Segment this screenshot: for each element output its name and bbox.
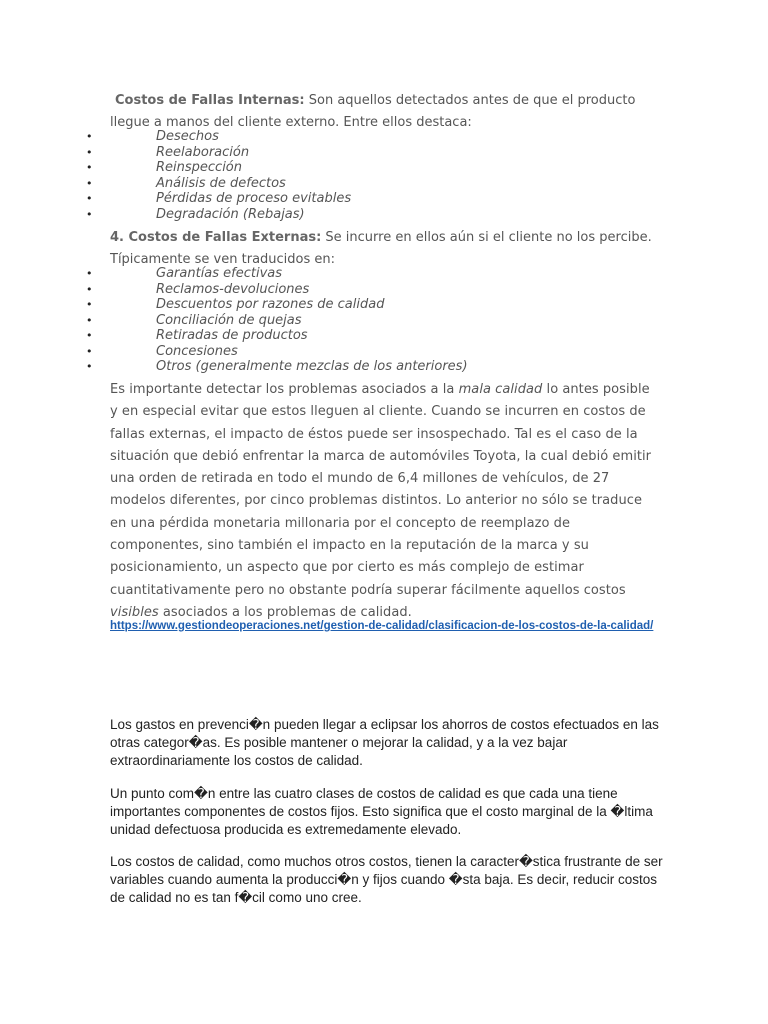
external-failures-list — [0, 266, 520, 375]
variable-costs-paragraph: Los costos de calidad, como muchos otros costos, tienen la caracter�stica frustrante de ser variables cuando aumenta la producci�n y fijos cuando �sta baja. Es decir, reducir costos de calidad no es tan f�cil como uno cree. — [110, 854, 663, 905]
paragraph-text: Es importante detectar los problemas asociados a la — [110, 382, 459, 397]
external-failures-text: Se incurre en ellos aún si el cliente no los percibe. Típicamente se ven traducidos en: — [110, 230, 652, 267]
bullet-icon: • — [86, 207, 93, 221]
list-item-text: Degradación (Rebajas) — [156, 206, 305, 222]
list-item-text: Concesiones — [156, 343, 238, 359]
bullet-icon: • — [86, 161, 93, 174]
list-item — [0, 344, 520, 360]
list-item-text: Garantías efectivas — [156, 266, 283, 281]
bullet-icon: • — [86, 192, 93, 205]
list-item-text: Reelaboración — [156, 144, 250, 160]
list-item — [0, 145, 520, 161]
internal-failures-paragraph — [110, 90, 670, 134]
list-item-text: Reinspección — [156, 160, 243, 175]
list-item — [0, 191, 520, 207]
quality-impact-paragraph — [110, 379, 652, 624]
list-item — [0, 328, 520, 344]
emphasis-visibles: visibles — [110, 604, 159, 620]
bullet-icon: • — [86, 313, 93, 327]
bullet-icon: • — [86, 344, 93, 358]
bullet-icon: • — [86, 267, 93, 280]
internal-failures-heading: Costos de Fallas Internas: — [115, 93, 305, 108]
bullet-icon: • — [86, 282, 93, 296]
bullet-icon: • — [86, 329, 93, 342]
list-item — [0, 297, 520, 313]
internal-failures-list — [0, 129, 520, 222]
list-item-text: Pérdidas de proceso evitables — [156, 191, 352, 206]
prevention-paragraph: Los gastos en prevenci�n pueden llegar a eclipsar los ahorros de costos efectuados en las otras categor�as. Es posible mantener o mejorar la calidad, y a la vez bajar extraordinariamente los costos de calidad. — [110, 717, 659, 768]
emphasis-mala-calidad: mala calidad — [458, 382, 543, 397]
list-item — [0, 129, 520, 145]
bullet-icon: • — [86, 145, 93, 159]
list-item — [0, 282, 520, 298]
list-item — [0, 313, 520, 329]
list-item — [0, 207, 520, 223]
external-failures-paragraph — [110, 227, 670, 271]
list-item — [0, 359, 520, 375]
list-item-text: Desechos — [156, 129, 219, 144]
list-item — [0, 160, 520, 176]
list-item — [0, 176, 520, 192]
paragraph-text: lo antes posible y en especial evitar que estos lleguen al cliente. Cuando se incurren en costos de fallas externas, el impacto de éstos puede ser insospechado. Tal es el caso de la situación que debió enfrentar la marca de automóviles Toyota, la cual debió emitir una orden de retirada en todo el mundo de 6,4 millones de vehículos, de 27 modelos diferentes, por cinco problemas distintos. Lo anterior no sólo se traduce en una pérdida monetaria millonaria por el concepto de reemplazo de componentes, sino también el impacto en la reputación de la marca y su posicionamiento, un aspecto que por cierto es más complejo de estimar cuantitativamente pero no obstante podría superar fácilmente aquellos costos — [110, 382, 652, 598]
list-item-text: Reclamos-devoluciones — [156, 281, 310, 297]
bullet-icon: • — [86, 130, 93, 143]
source-link[interactable]: https://www.gestiondeoperaciones.net/gestion-de-calidad/clasificacion-de-los-costos-de-la-calidad/ — [110, 620, 654, 632]
paragraph-text: asociados a los problemas de calidad. — [158, 604, 412, 620]
fixed-costs-paragraph: Un punto com�n entre las cuatro clases de costos de calidad es que cada una tiene importantes componentes de costos fijos. Esto significa que el costo marginal de la �ltima unidad defectuosa producida es extremedamente elevado. — [110, 786, 653, 837]
list-item-text: Retiradas de productos — [156, 328, 308, 343]
list-item — [0, 266, 520, 282]
bullet-icon: • — [86, 360, 93, 373]
bullet-icon: • — [86, 298, 93, 311]
list-item-text: Descuentos por razones de calidad — [156, 297, 385, 312]
list-item-text: Análisis de defectos — [156, 175, 286, 191]
external-failures-heading: 4. Costos de Fallas Externas: — [110, 230, 322, 245]
list-item-text: Otros (generalmente mezclas de los anteriores) — [156, 359, 468, 374]
internal-failures-text: Son aquellos detectados antes de que el producto llegue a manos del cliente externo. Entre ellos destaca: — [110, 93, 636, 130]
list-item-text: Conciliación de quejas — [156, 312, 302, 328]
bullet-icon: • — [86, 176, 93, 190]
